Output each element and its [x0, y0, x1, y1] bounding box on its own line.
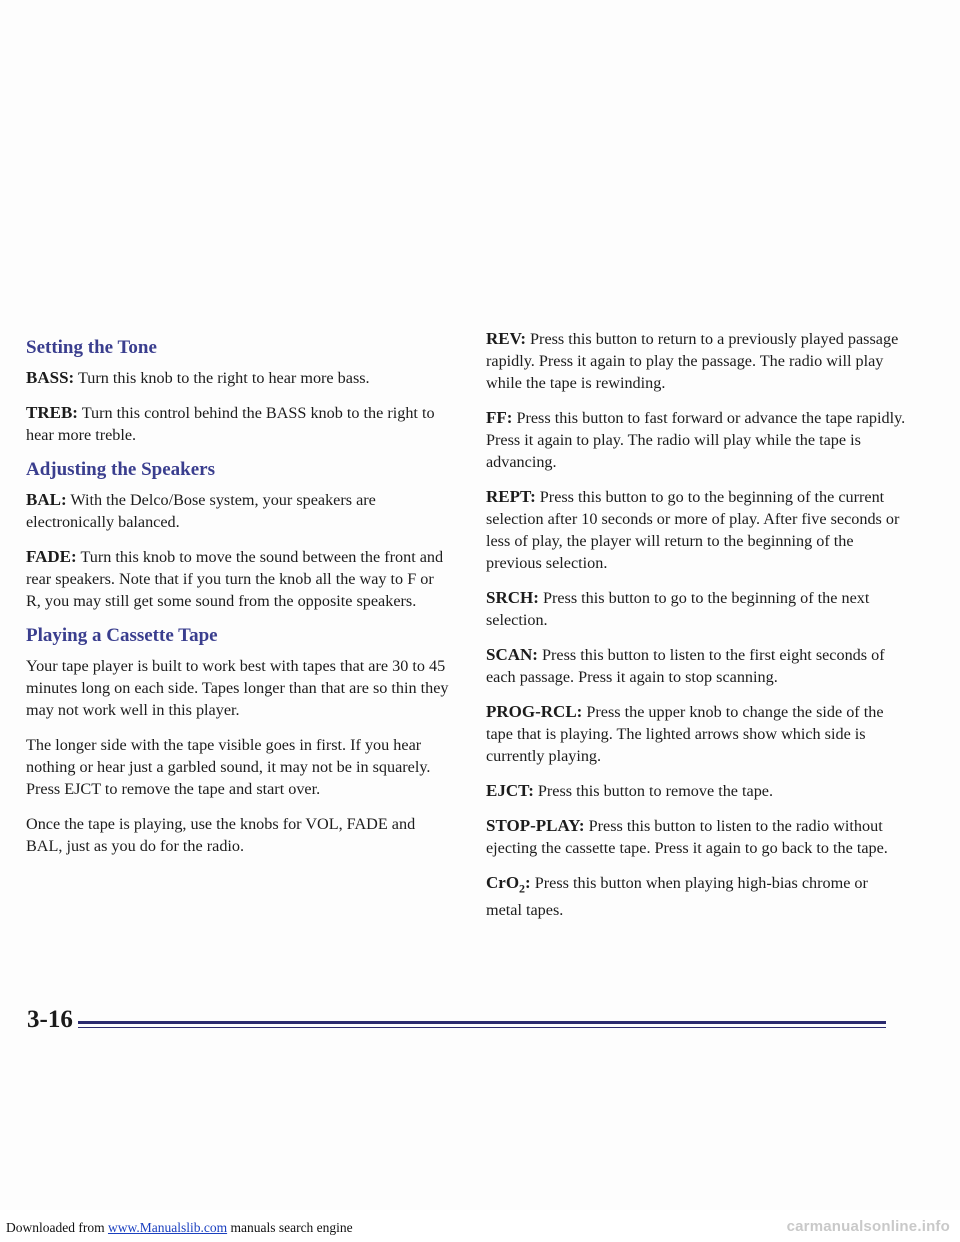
download-prefix: Downloaded from — [6, 1220, 108, 1235]
download-suffix: manuals search engine — [227, 1220, 353, 1235]
paragraph — [26, 655, 451, 721]
control-term: SCAN: — [486, 645, 538, 664]
paragraph — [26, 489, 451, 533]
footer-rule-thin — [78, 1027, 886, 1028]
paragraph-text: Once the tape is playing, use the knobs for VOL, FADE and BAL, just as you do for the radio. — [26, 815, 416, 855]
paragraph — [486, 872, 906, 921]
paragraph-text: Your tape player is built to work best with tapes that are 30 to 45 minutes long on each side. Tapes longer than that are so thin they may not work well in this player. — [26, 657, 449, 719]
control-term: FADE: — [26, 547, 77, 566]
control-term: TREB: — [26, 403, 78, 422]
paragraph — [26, 367, 451, 389]
manualslib-link[interactable]: www.Manualslib.com — [107, 1220, 228, 1235]
section-heading: Setting the Tone — [26, 337, 157, 358]
paragraph-text: Turn this control behind the BASS knob to the right to hear more treble. — [26, 404, 435, 444]
paragraph-text: Turn this knob to the right to hear more bass. — [74, 369, 370, 387]
paragraph-text: Press this button when playing high-bias chrome or metal tapes. — [486, 874, 868, 920]
left-column — [26, 328, 451, 870]
paragraph — [26, 813, 451, 857]
control-term: SRCH: — [486, 588, 539, 607]
control-term: STOP-PLAY: — [486, 816, 585, 835]
paragraph — [486, 780, 906, 802]
section-heading: Adjusting the Speakers — [26, 459, 215, 480]
right-column — [486, 328, 906, 934]
watermark-text: carmanualsonline.info — [786, 1218, 950, 1235]
paragraph-text: Press this button to listen to the first eight seconds of each passage. Press it again to stop scanning. — [486, 646, 885, 686]
control-term: FF: — [486, 408, 513, 427]
section-heading: Playing a Cassette Tape — [26, 625, 218, 646]
paragraph — [26, 402, 451, 446]
paragraph-text: Press the upper knob to change the side of the tape that is playing. The lighted arrows show which side is currently playing. — [486, 703, 884, 765]
paragraph-text: Turn this knob to move the sound between the front and rear speakers. Note that if you turn the knob all the way to F or R, you may still get some sound from the opposite speakers. — [26, 548, 444, 610]
paragraph-text: Press this button to remove the tape. — [533, 782, 774, 800]
paragraph-text: Press this button to return to a previously played passage rapidly. Press it again to play the passage. The radio will play while the tape is rewinding. — [486, 330, 899, 392]
footer-rule — [78, 1021, 886, 1024]
control-term: BAL: — [26, 490, 67, 509]
control-term: REPT: — [486, 487, 536, 506]
paragraph — [486, 815, 906, 859]
paragraph-text: The longer side with the tape visible goes in first. If you hear nothing or hear just a garbled sound, it may not be in squarely. Press EJCT to remove the tape and start over. — [26, 736, 431, 798]
paragraph-text: Press this button to listen to the radio without ejecting the cassette tape. Press it again to go back to the tape. — [486, 817, 888, 857]
control-term: REV: — [486, 329, 526, 348]
download-notice — [6, 1220, 353, 1236]
paragraph — [26, 546, 451, 612]
control-term: EJCT: — [486, 781, 534, 800]
page-number: 3-16 — [27, 1006, 73, 1033]
paragraph — [486, 644, 906, 688]
paragraph — [486, 486, 906, 574]
paragraph — [486, 587, 906, 631]
paragraph-text: Press this button to go to the beginning of the next selection. — [486, 589, 870, 629]
control-term: PROG-RCL: — [486, 702, 583, 721]
paragraph — [486, 407, 906, 473]
control-term: BASS: — [26, 368, 75, 387]
paragraph — [486, 328, 906, 394]
paragraph — [26, 734, 451, 800]
paragraph-text: Press this button to fast forward or advance the tape rapidly. Press it again to play. The radio will play while the tape is advancing. — [486, 409, 906, 471]
paragraph-text: Press this button to go to the beginning of the current selection after 10 seconds or more of play. After five seconds or less of play, the player will return to the beginning of the previous selection. — [486, 488, 900, 572]
paragraph-text: With the Delco/Bose system, your speakers are electronically balanced. — [26, 491, 376, 531]
paragraph — [486, 701, 906, 767]
control-term: CrO$_2$: — [486, 873, 531, 896]
